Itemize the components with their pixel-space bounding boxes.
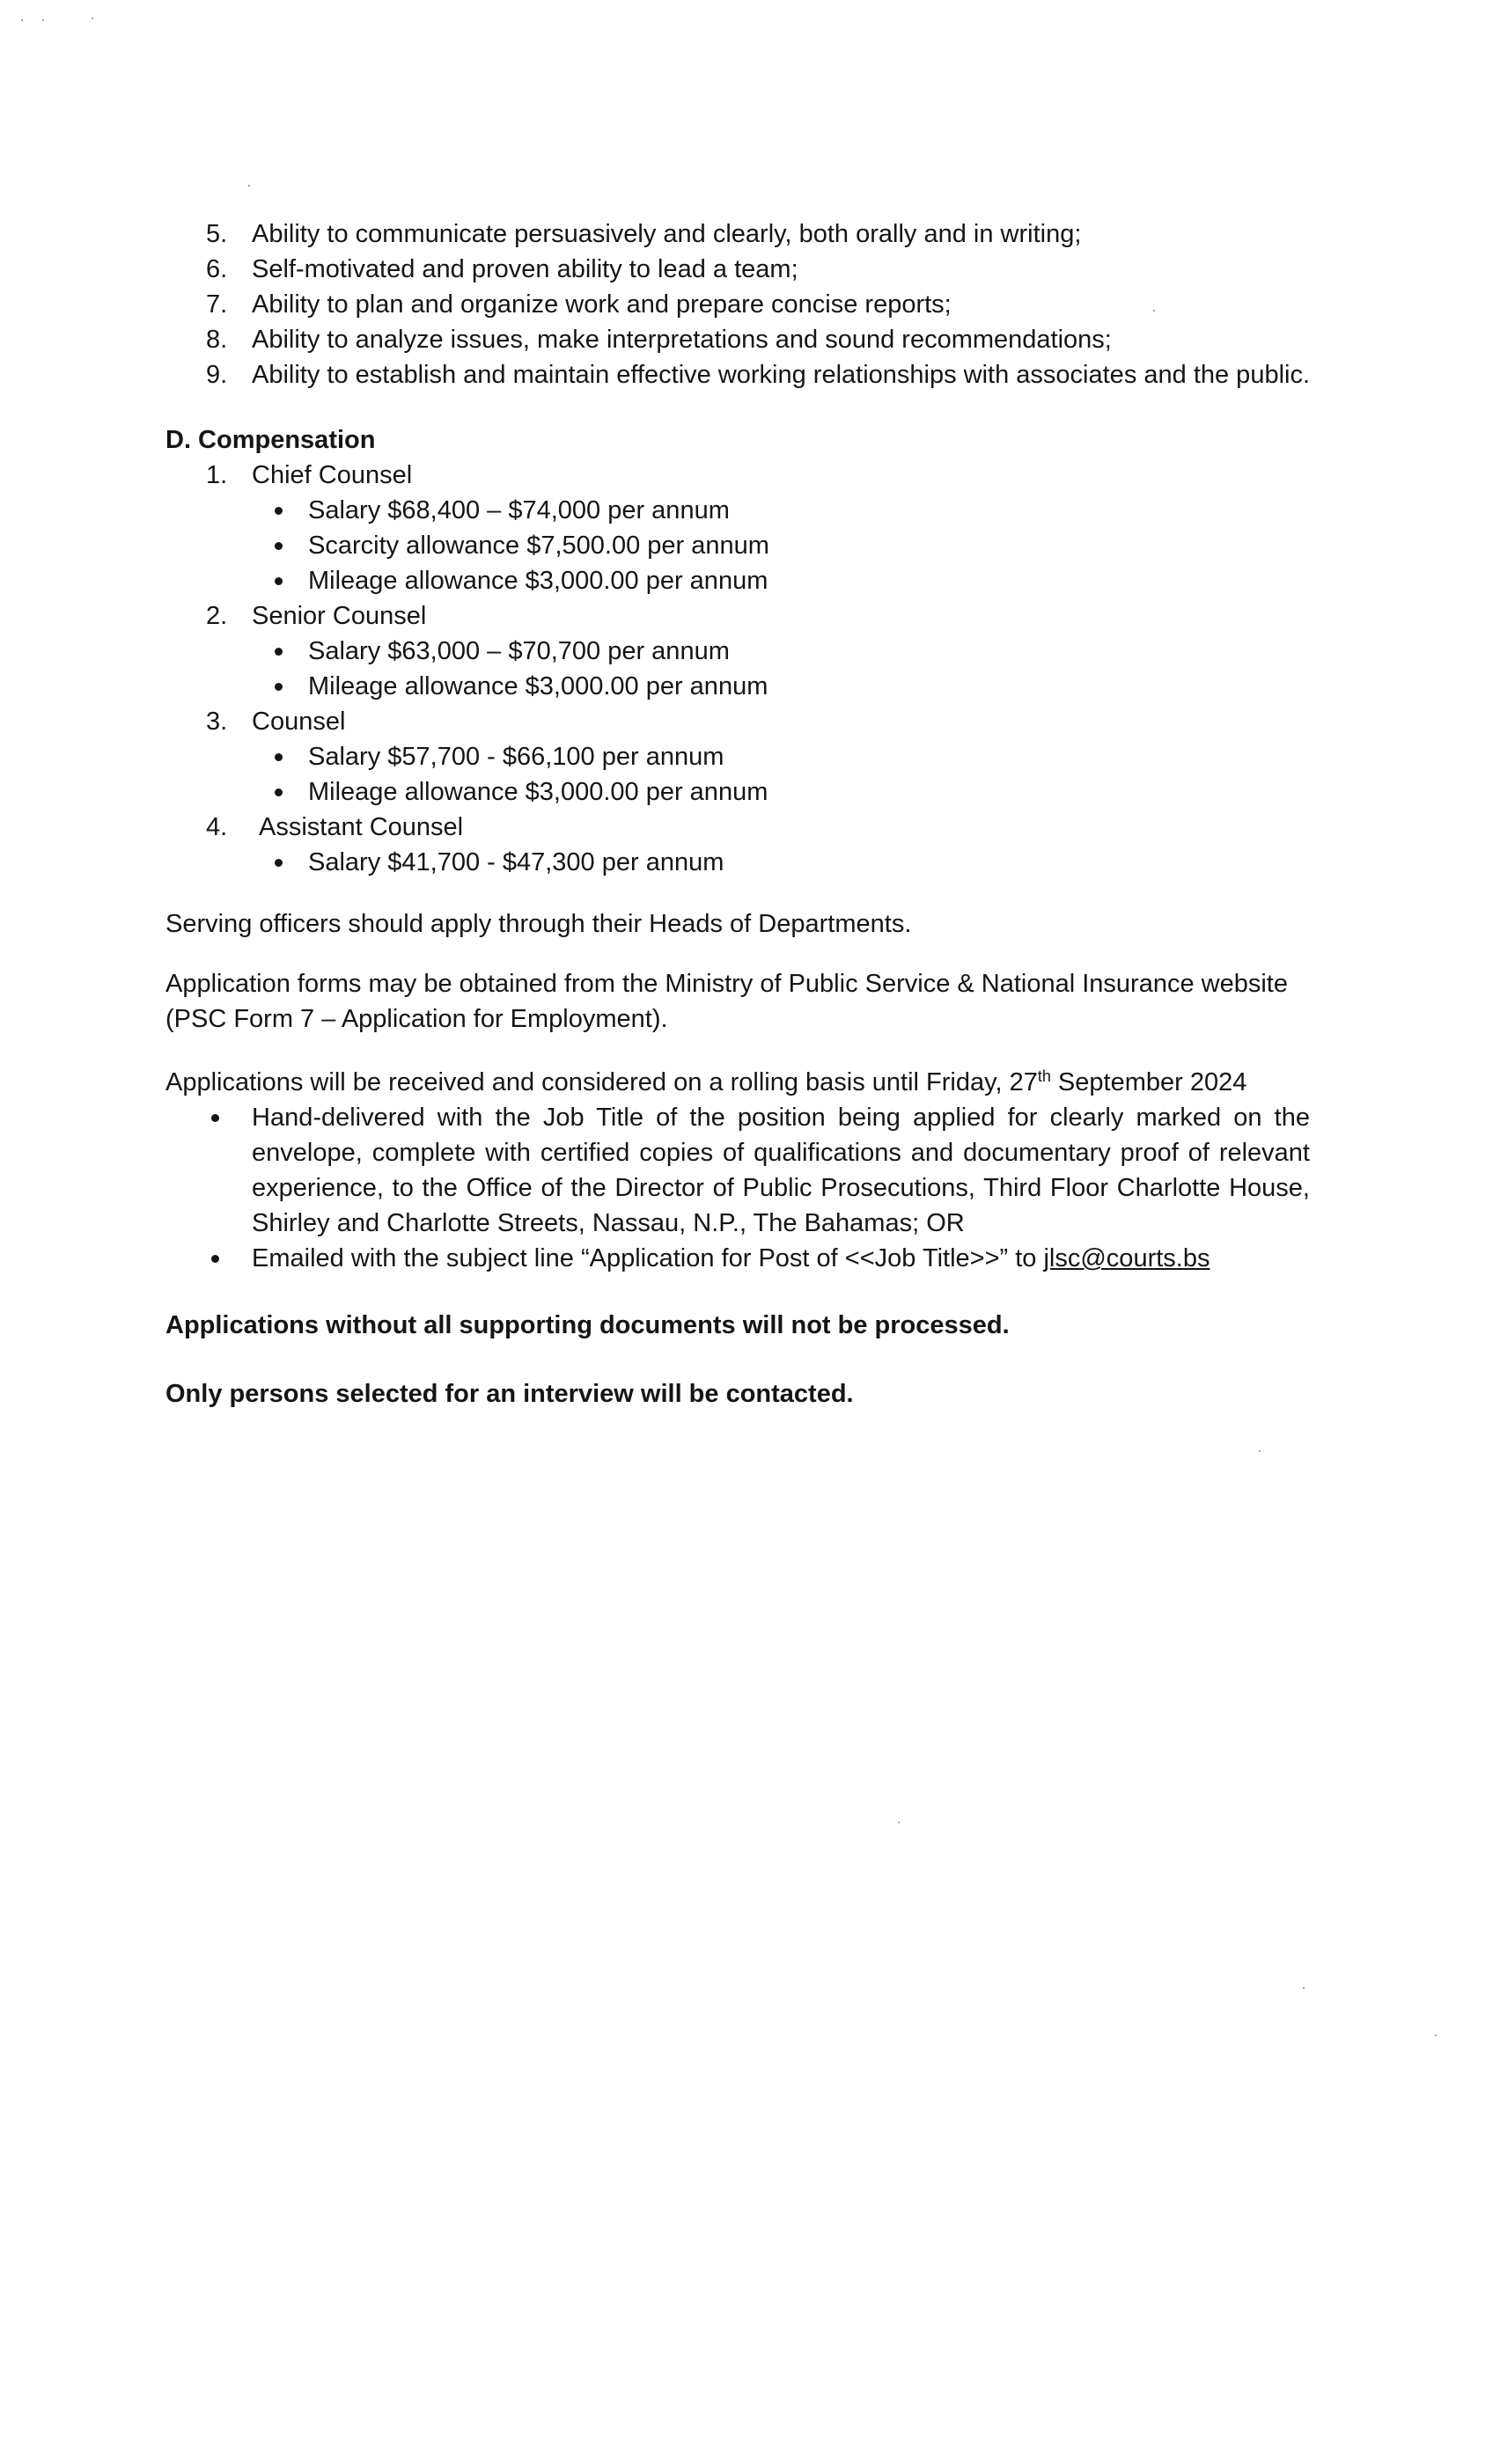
item-text: Ability to establish and maintain effective working relationships with associates and the public. [252,361,1311,389]
list-item [165,357,1310,392]
benefit-item [165,739,1310,774]
bullet-icon [275,753,283,761]
submission-methods [165,1100,1310,1276]
method-text: Emailed with the subject line “Application for Post of <<Job Title>>” to [252,1244,1044,1272]
scan-speck [92,18,93,19]
position-name: Senior Counsel [252,602,427,630]
scan-speck [898,1822,900,1823]
item-number: 4. [206,813,228,841]
benefit-text: Salary $57,700 - $66,100 per annum [308,743,724,771]
method-text: Hand-delivered with the Job Title of the position being applied for clearly marked on the envelope, complete with certified copies of qualifications and documentary proof of relevant experience, to the Office of the Director of Public Prosecutions, Third Floor Charlotte House, Shirley and Charlotte Streets, Nassau, N.P., The Bahamas; OR [252,1104,1310,1237]
benefit-item [165,493,1310,528]
bullet-icon [275,507,283,515]
benefit-item [165,669,1310,704]
item-number: 7. [206,290,228,319]
benefit-text: Salary $68,400 – $74,000 per annum [308,496,730,524]
item-number: 5. [206,220,228,248]
position-item [165,598,1310,704]
bullet-icon [275,788,283,796]
serving-officers-note: Serving officers should apply through their Heads of Departments. [165,910,912,938]
documents-warning: Applications without all supporting documents will not be processed. [165,1311,1010,1339]
position-benefits [165,845,1310,880]
scan-speck [1259,1450,1261,1452]
scan-speck [248,185,250,187]
bullet-icon [275,859,283,867]
position-benefits [165,493,1310,598]
scan-speck [1303,1987,1305,1989]
benefit-item [165,634,1310,669]
method-item [165,1100,1310,1241]
bullet-icon [275,542,283,550]
scan-speck [1435,2035,1437,2036]
compensation-list [165,458,1310,880]
position-item [165,810,1310,880]
item-number: 2. [206,602,228,630]
deadline-note [165,1065,1310,1100]
item-text: Ability to communicate persuasively and clearly, both orally and in writing; [252,220,1082,248]
method-item [165,1241,1310,1276]
document-content [165,216,1310,1412]
benefit-item [165,845,1310,880]
bullet-icon [211,1114,219,1122]
bullet-icon [211,1255,219,1263]
position-benefits [165,634,1310,704]
item-number: 8. [206,326,228,354]
compensation-heading: D. Compensation [165,426,376,454]
item-number: 9. [206,361,228,389]
item-text: Ability to analyze issues, make interpretations and sound recommendations; [252,326,1112,354]
item-text: Ability to plan and organize work and prepare concise reports; [252,290,952,319]
list-item [165,287,1310,322]
position-benefits [165,739,1310,810]
benefit-text: Mileage allowance $3,000.00 per annum [308,672,768,700]
item-number: 1. [206,461,228,489]
position-item [165,704,1310,810]
bullet-icon [275,683,283,691]
benefit-item [165,774,1310,810]
position-title [165,598,1310,634]
benefit-item [165,563,1310,598]
scan-speck [42,19,44,21]
scan-speck [21,19,23,21]
position-name: Chief Counsel [252,461,413,489]
list-item [165,216,1310,252]
bullet-icon [275,577,283,585]
benefit-text: Salary $41,700 - $47,300 per annum [308,848,724,876]
bullet-icon [275,648,283,656]
requirements-list [165,216,1310,392]
benefit-text: Mileage allowance $3,000.00 per annum [308,778,768,806]
position-name: Counsel [252,708,346,736]
email-link[interactable]: jlsc@courts.bs [1043,1244,1210,1272]
list-item [165,322,1310,357]
benefit-item [165,528,1310,563]
deadline-ordinal: th [1037,1067,1051,1085]
application-forms-note: Application forms may be obtained from the Ministry of Public Service & National Insurance website (PSC Form 7 – Application for Employment). [165,970,1288,1033]
position-title [165,704,1310,739]
benefit-text: Salary $63,000 – $70,700 per annum [308,637,730,665]
list-item [165,252,1310,287]
position-name: Assistant Counsel [259,813,464,841]
position-item [165,458,1310,598]
item-number: 6. [206,255,228,283]
item-text: Self-motivated and proven ability to lead a team; [252,255,798,283]
benefit-text: Mileage allowance $3,000.00 per annum [308,567,768,595]
position-title [165,810,1310,845]
item-number: 3. [206,708,228,736]
contact-note: Only persons selected for an interview will be contacted. [165,1380,854,1408]
deadline-month-year: September 2024 [1050,1068,1247,1096]
position-title [165,458,1310,493]
deadline-text: Applications will be received and considered on a rolling basis until Friday, 27 [165,1068,1038,1096]
benefit-text: Scarcity allowance $7,500.00 per annum [308,532,769,560]
